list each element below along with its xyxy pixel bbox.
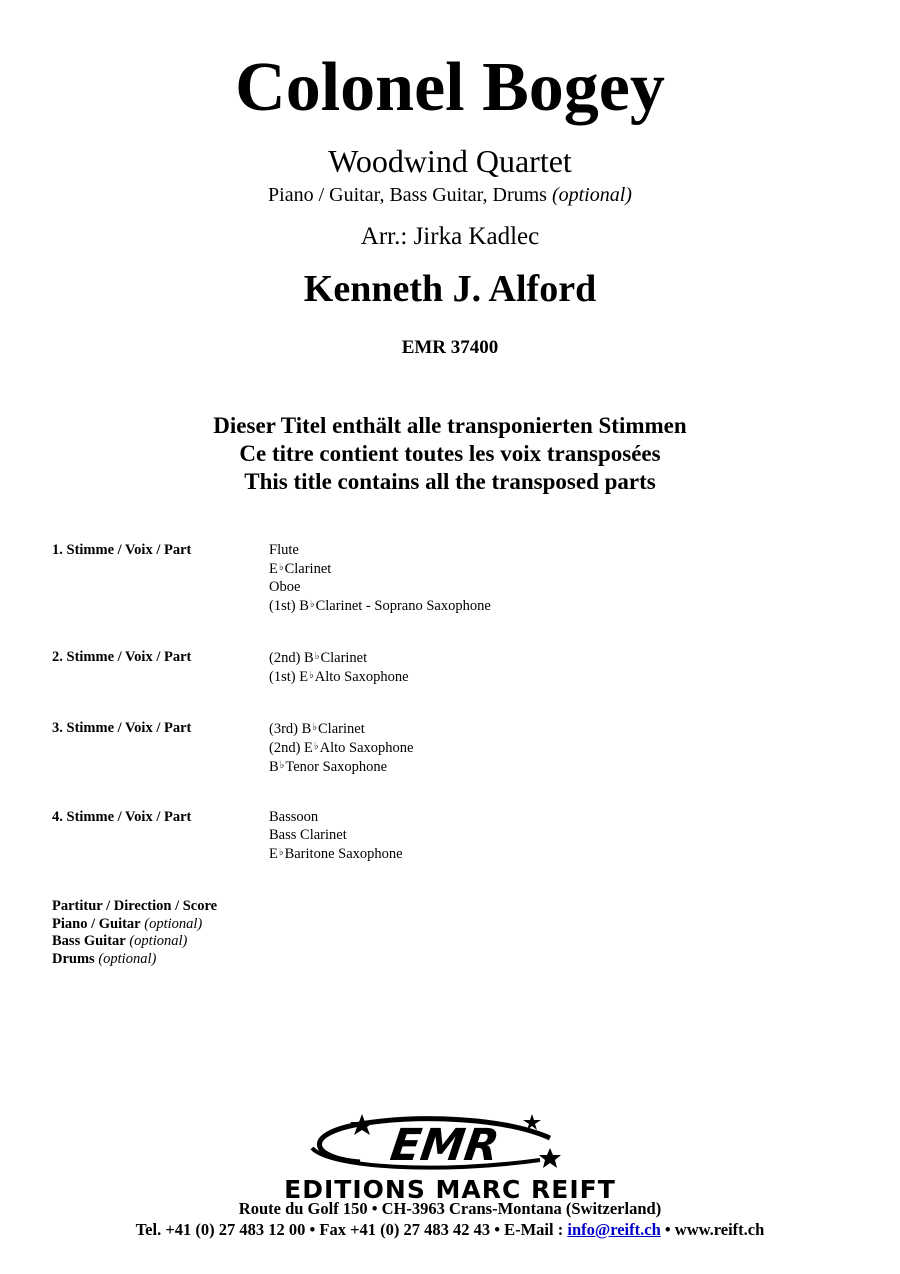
- instrument-line: (1st) B♭Clarinet - Soprano Saxophone: [269, 598, 491, 614]
- contact-phone-fax: Tel. +41 (0) 27 483 12 00 • Fax +41 (0) 27 483 42 43 • E-Mail :: [135, 1220, 568, 1239]
- part-label: 1. Stimme / Voix / Part: [52, 542, 192, 558]
- part-label: 4. Stimme / Voix / Part: [52, 809, 192, 825]
- subtitle: Woodwind Quartet: [328, 143, 572, 179]
- contact-website: • www.reift.ch: [660, 1220, 765, 1239]
- instrument-line: (3rd) B♭Clarinet: [269, 721, 365, 737]
- flat-sign: ♭: [309, 670, 314, 681]
- instrument-line: (2nd) E♭Alto Saxophone: [269, 740, 414, 756]
- notice-english: This title contains all the transposed parts: [244, 469, 656, 494]
- extra-part: Bass Guitar (optional): [52, 933, 188, 949]
- instrumentation-main: Piano / Guitar, Bass Guitar, Drums: [268, 184, 547, 206]
- instrument-line: Flute: [269, 542, 299, 558]
- flat-sign: ♭: [312, 722, 318, 733]
- instrument-line: Oboe: [269, 579, 301, 595]
- instrumentation-line: [0, 183, 900, 207]
- part-instruments: [269, 808, 403, 863]
- extra-part: Piano / Guitar (optional): [52, 915, 203, 932]
- flat-sign: ♭: [279, 760, 285, 771]
- notice-german: Dieser Titel enthält alle transponierten Stimmen: [213, 413, 687, 438]
- instrumentation-optional: (optional): [551, 184, 632, 206]
- instrument-line: B♭Tenor Saxophone: [269, 759, 388, 775]
- part-instruments: [269, 541, 491, 615]
- svg-text:EMR: EMR: [387, 1120, 503, 1171]
- catalog-number: EMR 37400: [401, 337, 499, 358]
- publisher-address: Route du Golf 150 • CH-3963 Crans-Montana (Switzerland): [238, 1199, 662, 1218]
- flat-sign: ♭: [313, 741, 319, 752]
- flat-sign: ♭: [314, 651, 320, 662]
- instrument-line: Bass Clarinet: [269, 827, 347, 843]
- page-title: Colonel Bogey: [235, 49, 665, 126]
- part-label: 3. Stimme / Voix / Part: [52, 720, 192, 736]
- flat-sign: ♭: [278, 847, 284, 858]
- instrument-line: Bassoon: [269, 809, 319, 825]
- instrument-line: E♭Baritone Saxophone: [269, 846, 403, 862]
- email-link[interactable]: info@reift.ch: [567, 1220, 661, 1239]
- instrument-line: (2nd) B♭Clarinet: [269, 650, 368, 666]
- part-instruments: [269, 719, 413, 776]
- part-instruments: [269, 648, 409, 686]
- part-label: 2. Stimme / Voix / Part: [52, 649, 192, 665]
- instrument-line: E♭Clarinet: [269, 561, 332, 577]
- emr-logo: [300, 1108, 600, 1178]
- composer: Kenneth J. Alford: [303, 268, 597, 310]
- instrument-line: (1st) E♭Alto Saxophone: [269, 669, 409, 685]
- flat-sign: ♭: [278, 562, 284, 573]
- arranger: Arr.: Jirka Kadlec: [360, 223, 540, 250]
- extra-part: Drums (optional): [52, 950, 157, 967]
- extra-part: Partitur / Direction / Score: [52, 898, 218, 914]
- publisher-name: EDITIONS MARC REIFT: [284, 1175, 616, 1204]
- extra-parts-list: [52, 898, 217, 968]
- flat-sign: ♭: [309, 599, 315, 610]
- publisher-contact: [0, 1220, 900, 1240]
- notice-french: Ce titre contient toutes les voix transposées: [239, 441, 661, 466]
